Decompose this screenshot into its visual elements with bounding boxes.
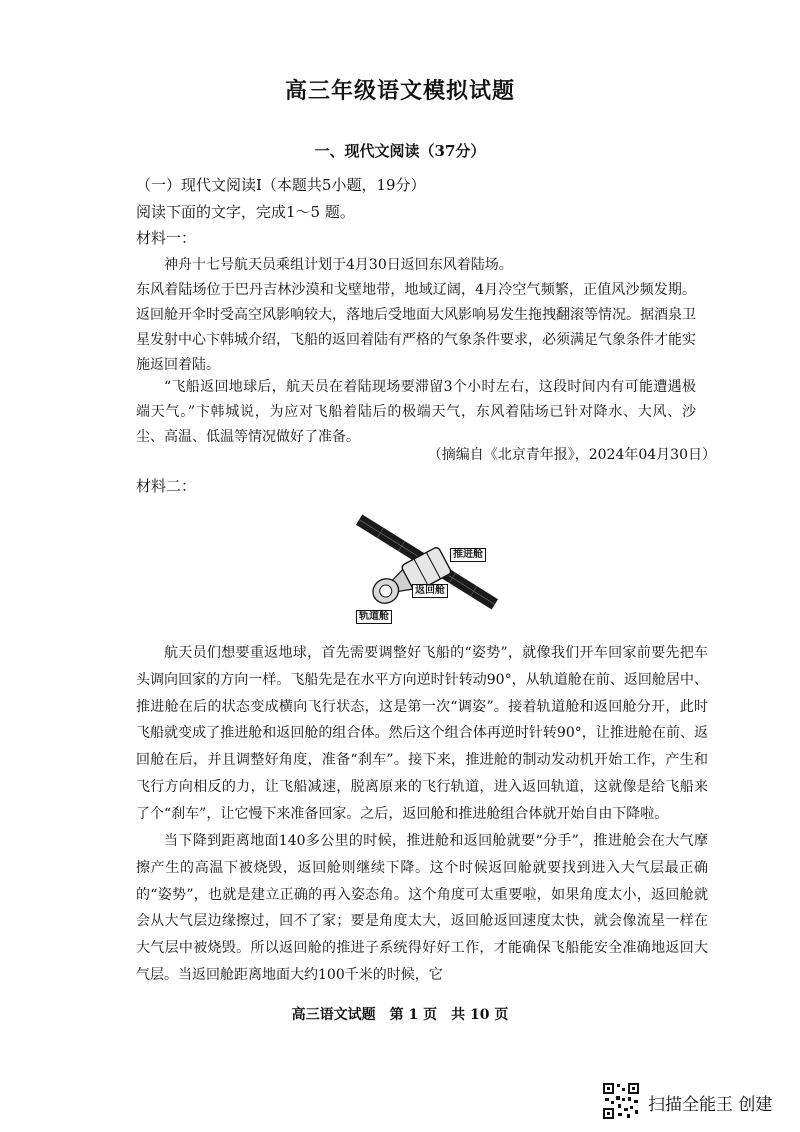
- material1-paragraph-1: 神舟十七号航天员乘组计划于4月30日返回东风着陆场。: [164, 257, 513, 273]
- orbital-module-label: 轨道舱: [356, 610, 392, 624]
- qr-code-icon: [602, 1082, 640, 1120]
- material1-source: （摘编自《北京青年报》，2024年04月30日）: [427, 447, 716, 463]
- page-footer: 高三语文试题 第 1 页 共 10 页: [291, 1007, 509, 1023]
- material1-paragraph-3: “飞船返回地球后，航天员在着陆现场要滞留3个小时左右，这段时间内有可能遭遇极端天气。”卞韩城说，为应对飞船着陆后的极端天气，东风着陆场已针对降水、大风、沙尘、高温、低温等情况做好了准备。: [136, 379, 696, 445]
- reentry-module-label: 返回舱: [412, 584, 448, 598]
- subsection-heading: （一）现代文阅读Ⅰ（本题共5小题，19分）: [136, 176, 426, 194]
- material2-paragraph-2: 当下降到距离地面140多公里的时候，推进舱和返回舱就要“分手”，推进舱会在大气摩擦产生的高温下被烧毁，返回舱则继续下降。这个时候返回舱就要找到进入大气层最正确的“姿势”，也就是建立正确的再入姿态角。这个角度可太重要啦，如果角度太小，返回舱就会从大气层边缘擦过，回不了家；要是角度太大，返回舱返回速度太快，就会像流星一样在大气层中被烧毁。所以返回舱的推进子系统得好好工作，才能确保飞船能安全准确地返回大气层。当返回舱距离地面大约100千米的时候，它: [136, 833, 708, 983]
- propulsion-module-label: 推进舱: [450, 548, 486, 562]
- material2-paragraph-1: 航天员们想要重返地球，首先需要调整好飞船的“姿势”，就像我们开车回家前要先把车头调向回家的方向一样。飞船先是在水平方向逆时针转动90°，从轨道舱在前、返回舱居中、推进舱在后的状态变成横向飞行状态，这是第一次“调姿”。接着轨道舱和返回舱分开，此时飞船就变成了推进舱和返回舱的组合体。然后这个组合体再逆时针转90°，让推进舱在前、返回舱在后，并且调整好角度，准备“刹车”。接下来，推进舱的制动发动机开始工作，产生和飞行方向相反的力，让飞船减速，脱离原来的飞行轨道，进入返回轨道，这就像是给飞船来了个“刹车”，让它慢下来准备回家。之后，返回舱和推进舱组合体就开始自由下降啦。: [136, 645, 708, 822]
- material2-label: 材料二：: [136, 477, 197, 495]
- section-title: 一、现代文阅读（37分）: [314, 142, 486, 160]
- instruction: 阅读下面的文字，完成1～5 题。: [136, 203, 355, 221]
- material1-label: 材料一：: [136, 229, 197, 247]
- spacecraft-figure: [352, 512, 502, 627]
- scanner-watermark: 扫描全能王 创建: [648, 1095, 773, 1115]
- page-title: 高三年级语文模拟试题: [284, 78, 515, 104]
- material1-paragraph-2: 东风着陆场位于巴丹吉林沙漠和戈壁地带，地域辽阔，4月冷空气频繁，正值风沙频发期。返回舱开伞时受高空风影响较大，落地后受地面大风影响易发生拖拽翻滚等情况。据酒泉卫星发射中心卞韩城介绍，飞船的返回着陆有严格的气象条件要求，必须满足气象条件才能实施返回着陆。: [136, 282, 696, 373]
